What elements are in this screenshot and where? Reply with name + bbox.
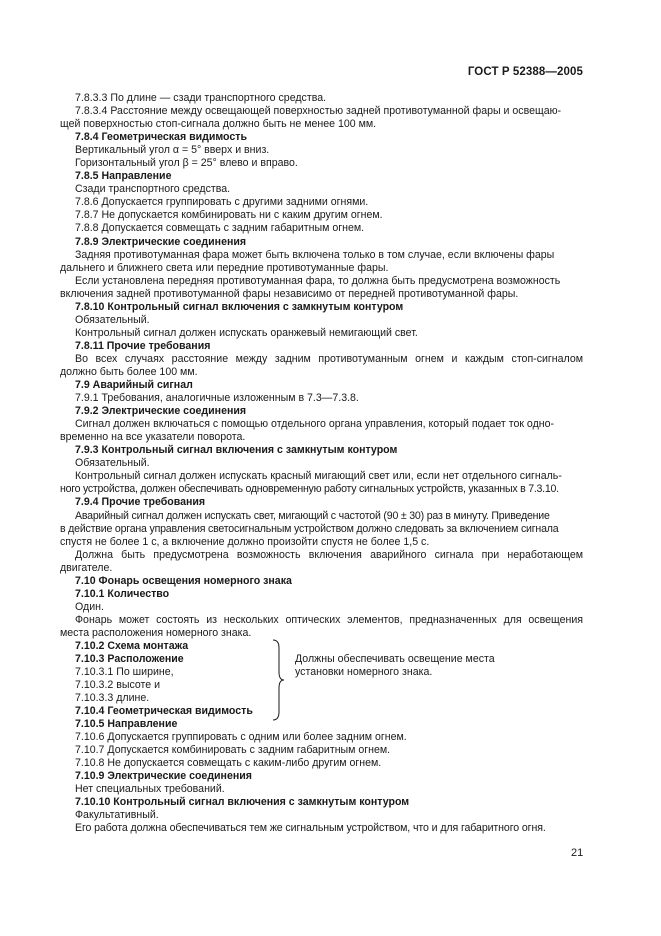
text-7-9-3-a: Контрольный сигнал должен испускать красный мигающий свет или, если нет отдельного сигналь-	[75, 470, 562, 483]
heading-7-9: 7.9 Аварийный сигнал	[75, 379, 193, 392]
text-7-10-1-a: Фонарь может состоять из нескольких оптических элементов, предназначенных для освещения	[75, 613, 583, 626]
heading-7-8-4: 7.8.4 Геометрическая видимость	[75, 131, 247, 144]
text-7-9-2-a: Сигнал должен включаться с помощью отдельного органа управления, который подает ток одно-	[75, 418, 555, 431]
text-7-9-4-e: двигателе.	[60, 561, 113, 574]
text-vertical-angle: Вертикальный угол α = 5° вверх и вниз.	[75, 144, 270, 157]
text-7-8-11-b: должно быть более 100 мм.	[60, 365, 198, 378]
clause-7-8-8: 7.8.8 Допускается совмещать с задним габаритным огнем.	[75, 222, 365, 235]
document-body	[60, 92, 583, 835]
text-7-9-4-b: в действие органа управления светосигнальным устройством должно следовать за включением сигнала	[60, 522, 559, 535]
text-7-9-3-b: ного устройства, должен обеспечивать одновременную работу сигнальных устройств, указанных в 7.3.10.	[60, 483, 559, 496]
heading-7-10: 7.10 Фонарь освещения номерного знака	[75, 574, 292, 587]
heading-7-10-5: 7.10.5 Направление	[75, 717, 178, 730]
heading-7-8-11: 7.8.11 Прочие требования	[75, 339, 211, 352]
text-7-8-9-a: Задняя противотуманная фара может быть включена только в том случае, если включены фары	[75, 248, 555, 261]
heading-7-10-2: 7.10.2 Схема монтажа	[75, 639, 189, 652]
page-number: 21	[571, 847, 584, 859]
heading-7-9-3: 7.9.3 Контрольный сигнал включения с замкнутым контуром	[75, 444, 398, 457]
heading-7-9-2: 7.9.2 Электрические соединения	[75, 405, 247, 418]
heading-7-10-1: 7.10.1 Количество	[75, 587, 170, 600]
text-optional: Факультативный.	[75, 809, 159, 822]
text-one: Один.	[75, 600, 104, 613]
text-orange-signal: Контрольный сигнал должен испускать оранжевый немигающий свет.	[75, 326, 418, 339]
grouped-clauses	[75, 640, 583, 718]
clause-7-10-3-2: 7.10.3.2 высоте и	[75, 679, 161, 692]
heading-7-10-3: 7.10.3 Расположение	[75, 653, 184, 666]
document-header: ГОСТ Р 52388—2005	[467, 66, 583, 78]
heading-7-10-4: 7.10.4 Геометрическая видимость	[75, 705, 253, 718]
clause-7-10-3-3: 7.10.3.3 длине.	[75, 692, 150, 705]
grouped-clause-list	[75, 640, 275, 718]
clause-7-8-6: 7.8.6 Допускается группировать с другими задними огнями.	[75, 196, 369, 209]
clause-7-8-7: 7.8.7 Не допускается комбинировать ни с каким другим огнем.	[75, 209, 383, 222]
text-7-9-4-c: спустя не более 1 с, а включение должно произойти спустя не более 1,5 с.	[60, 535, 430, 548]
text-7-9-2-b: временно на все указатели поворота.	[60, 431, 246, 444]
text-7-10-10: Его работа должна обеспечиваться тем же сигнальным устройством, что и для габаритного огня.	[75, 822, 546, 835]
clause-7-9-1: 7.9.1 Требования, аналогичные изложенным в 7.3—7.3.8.	[75, 392, 359, 405]
heading-7-8-9: 7.8.9 Электрические соединения	[75, 235, 247, 248]
text-mandatory-2: Обязательный.	[75, 457, 150, 470]
curly-brace-icon	[271, 638, 285, 722]
text-7-10-1-b: места расположения номерного знака.	[60, 626, 252, 639]
clause-7-10-8: 7.10.8 Не допускается совмещать с каким-либо другим огнем.	[75, 757, 382, 770]
clause-7-8-3-4: 7.8.3.4 Расстояние между освещающей поверхностью задней противотуманной фары и освещаю-	[75, 105, 562, 118]
grouped-note: Должны обеспечивать освещение места установки номерного знака.	[295, 652, 495, 679]
text-7-8-9-c: Если установлена передняя противотуманная фара, то должна быть предусмотрена возможность	[75, 274, 561, 287]
text-7-8-11-a: Во всех случаях расстояние между задним противотуманным огнем и каждым стоп-сигналом	[75, 352, 583, 365]
text-no-special: Нет специальных требований.	[75, 783, 225, 796]
text-7-8-9-b: дальнего и ближнего света или передние противотуманные фары.	[60, 261, 389, 274]
heading-7-10-10: 7.10.10 Контрольный сигнал включения с замкнутым контуром	[75, 796, 410, 809]
clause-7-10-7: 7.10.7 Допускается комбинировать с задним габаритным огнем.	[75, 744, 391, 757]
text-rear: Сзади транспортного средства.	[75, 183, 231, 196]
text-7-9-4-a: Аварийный сигнал должен испускать свет, мигающий с частотой (90 ± 30) раз в минуту. Приведение	[75, 509, 550, 522]
heading-7-10-9: 7.10.9 Электрические соединения	[75, 770, 252, 783]
clause-7-8-3-3: 7.8.3.3 По длине — сзади транспортного средства.	[75, 92, 327, 104]
text-7-8-9-d: включения задней противотуманной фары независимо от передней противотуманной фары.	[60, 287, 519, 300]
heading-7-9-4: 7.9.4 Прочие требования	[75, 496, 206, 509]
text-7-9-4-d: Должна быть предусмотрена возможность включения аварийного сигнала при неработающем	[75, 548, 583, 561]
clause-7-10-6: 7.10.6 Допускается группировать с одним или более задним огнем.	[75, 731, 407, 744]
clause-7-10-3-1: 7.10.3.1 По ширине,	[75, 666, 174, 679]
text-mandatory-1: Обязательный.	[75, 313, 150, 326]
heading-7-8-5: 7.8.5 Направление	[75, 170, 172, 183]
text-horizontal-angle: Горизонтальный угол β = 25° влево и вправо.	[75, 157, 298, 170]
heading-7-8-10: 7.8.10 Контрольный сигнал включения с замкнутым контуром	[75, 300, 404, 313]
clause-7-8-3-4-cont: щей поверхностью стоп-сигнала должно быть не менее 100 мм.	[60, 118, 377, 131]
